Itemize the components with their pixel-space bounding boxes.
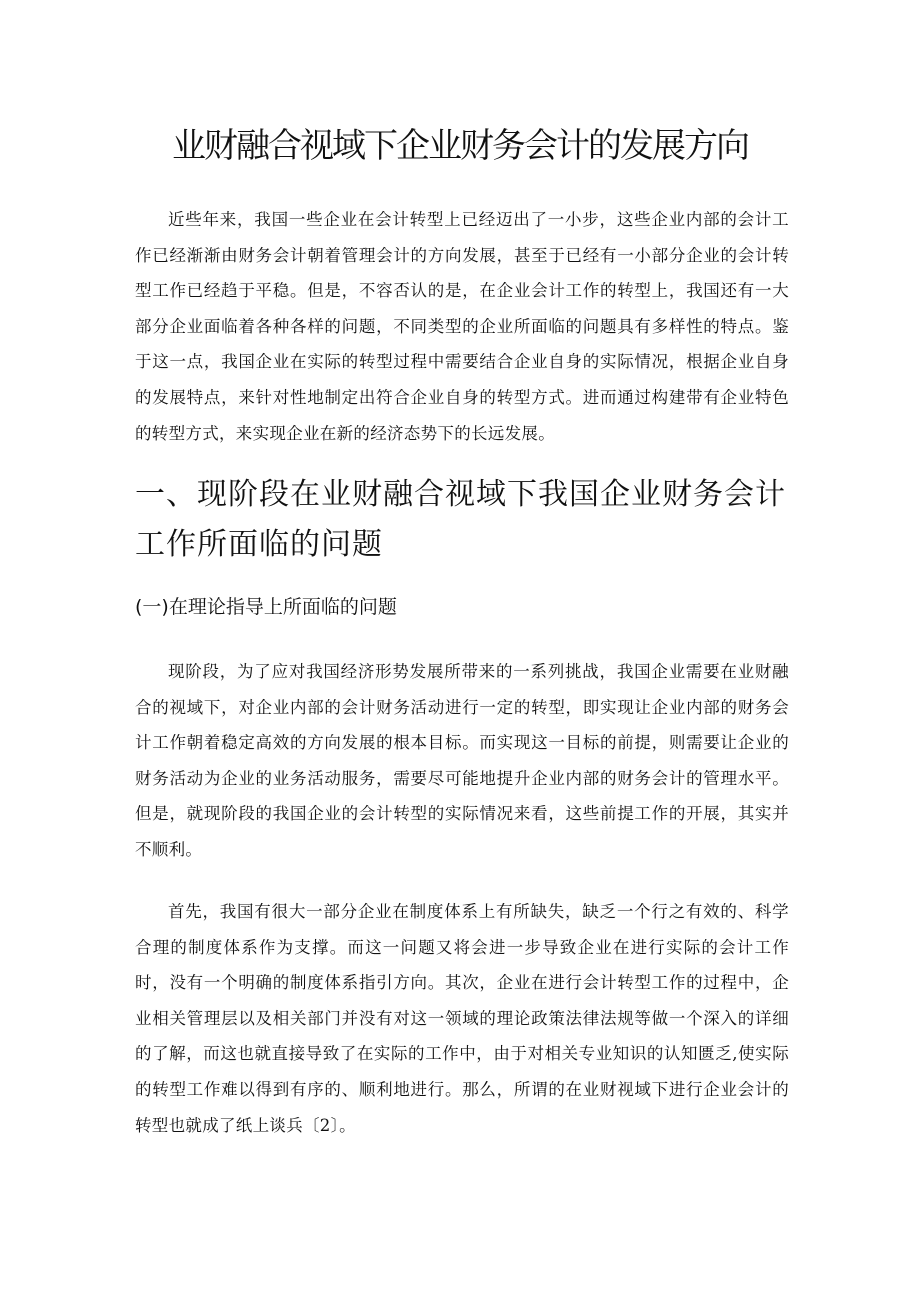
document-title: 业财融合视域下企业财务会计的发展方向	[172, 126, 748, 166]
body-paragraph-2: 现阶段，为了应对我国经济形势发展所带来的一系列挑战，我国企业需要在业财融合的视域下，对企业内部的会计财务活动进行一定的转型，即实现让企业内部的财务会计工作朝着稳定高效的方向发展的根本目标。而实现这一目标的前提，则需要让企业的财务活动为企业的业务活动服务，需要尽可能地提升企业内部的财务会计的管理水平。但是，就现阶段的我国企业的会计转型的实际情况来看，这些前提工作的开展，其实并不顺利。	[135, 662, 789, 859]
body-paragraph-3: 首先，我国有很大一部分企业在制度体系上有所缺失，缺乏一个行之有效的、科学合理的制度体系作为支撑。而这一问题又将会进一步导致企业在进行实际的会计工作时，没有一个明确的制度体系指引方向。其次，企业在进行会计转型工作的过程中，企业相关管理层以及相关部门并没有对这一领域的理论政策法律法规等做一个深入的详细的了解，而这也就直接导致了在实际的工作中，由于对相关专业知识的认知匮乏,使实际的转型工作难以得到有序的、顺利地进行。那么，所谓的在业财视域下进行企业会计的转型也就成了纸上谈兵〔2〕。	[135, 902, 789, 1135]
subsection-heading: (一)在理论指导上所面临的问题	[135, 596, 397, 618]
section-heading: 一、现阶段在业财融合视域下我国企业财务会计工作所面临的问题	[135, 477, 786, 562]
intro-paragraph: 近些年来，我国一些企业在会计转型上已经迈出了一小步，这些企业内部的会计工作已经渐渐由财务会计朝着管理会计的方向发展，甚至于已经有一小部分企业的会计转型工作已经趋于平稳。但是，不容否认的是，在企业会计工作的转型上，我国还有一大部分企业面临着各种各样的问题，不同类型的企业所面临的问题具有多样性的特点。鉴于这一点，我国企业在实际的转型过程中需要结合企业自身的实际情况，根据企业自身的发展特点，来针对性地制定出符合企业自身的转型方式。进而通过构建带有企业特色的转型方式，来实现企业在新的经济态势下的长远发展。	[135, 210, 789, 443]
